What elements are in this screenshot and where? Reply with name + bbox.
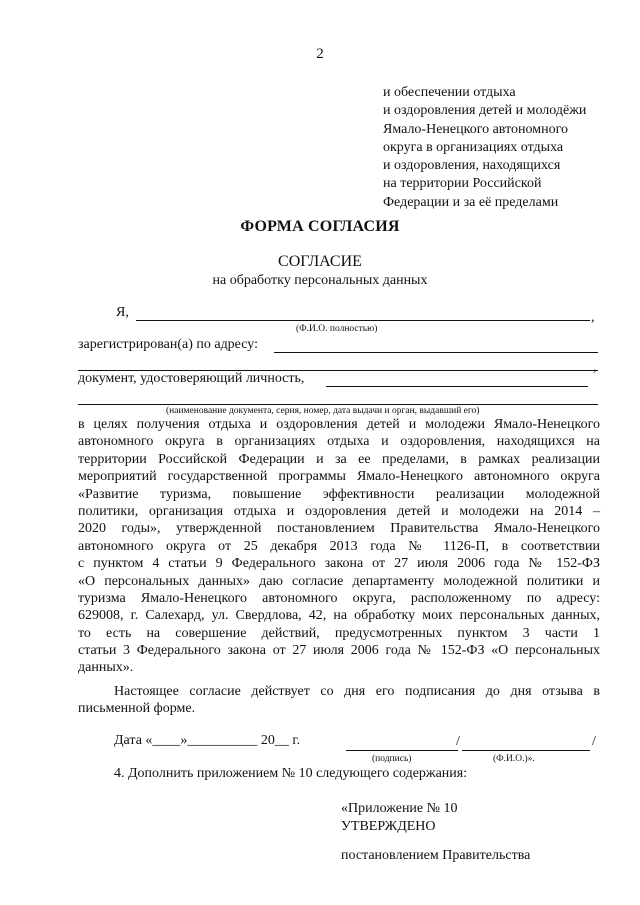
consent-subtitle: на обработку персональных данных xyxy=(212,273,428,288)
body-line: статьи 3 Федерального закона от 27 июля 2006 года № 152-ФЗ «О персональных xyxy=(78,643,600,659)
heading-line: и оздоровления, находящихся xyxy=(383,158,561,174)
body-line: с пунктом 4 статьи 9 Федерального закона от 27 июля 2006 года № 152-ФЗ xyxy=(78,556,600,572)
document-line-1[interactable] xyxy=(326,386,588,387)
document-label: документ, удостоверяющий личность, xyxy=(78,371,305,386)
body-line: туризма Ямало-Ненецкого автономного округа, расположенному по адресу: xyxy=(78,590,600,606)
body-line: мероприятий государственной программы Ямало-Ненецкого автономного округа xyxy=(78,469,600,485)
amendment-text: 4. Дополнить приложением № 10 следующего содержания: xyxy=(114,766,468,781)
comma: , xyxy=(593,360,597,375)
validity-paragraph xyxy=(78,683,600,718)
appendix-by: постановлением Правительства xyxy=(341,848,531,863)
address-line-1[interactable] xyxy=(274,352,598,353)
validity-line: письменной форме. xyxy=(78,701,196,717)
page-number: 2 xyxy=(316,46,324,62)
heading-block xyxy=(383,84,586,212)
body-line: автономного округа в организациях отдыха и оздоровления, находящихся на xyxy=(78,434,600,450)
validity-line: Настоящее согласие действует со дня его подписания до дня отзыва в xyxy=(114,684,600,699)
slash: / xyxy=(592,734,596,749)
body-line: территории Российской Федерации и за ее пределами, в рамках реализации xyxy=(78,451,600,467)
signature-line[interactable] xyxy=(346,750,458,751)
body-line: в целях получения отдыха и оздоровления детей и молодежи Ямало-Ненецкого xyxy=(78,417,600,432)
heading-line: Ямало-Ненецкого автономного xyxy=(383,121,568,137)
body-line: данных». xyxy=(78,660,134,676)
consent-title: СОГЛАСИЕ xyxy=(278,253,362,270)
fio-line[interactable] xyxy=(136,320,590,321)
form-title: ФОРМА СОГЛАСИЯ xyxy=(240,218,400,235)
slash: / xyxy=(456,734,460,749)
heading-line: Федерации и за её пределами xyxy=(383,194,559,210)
heading-line: на территории Российской xyxy=(383,176,542,192)
appendix-approved: УТВЕРЖДЕНО xyxy=(341,819,436,834)
appendix-title: «Приложение № 10 xyxy=(341,801,458,816)
ya-label: Я, xyxy=(116,305,129,320)
fio-hint: (Ф.И.О.)». xyxy=(493,754,535,764)
heading-line: округа в организациях отдыха xyxy=(383,139,564,155)
document-hint: (наименование документа, серия, номер, дата выдачи и орган, выдавший его) xyxy=(166,406,480,416)
signature-hint: (подпись) xyxy=(372,754,412,764)
body-line: политики, организация отдыха и оздоровления детей и молодежи на 2014 – xyxy=(78,503,600,519)
heading-line: и обеспечении отдыха xyxy=(383,85,516,100)
registered-label: зарегистрирован(а) по адресу: xyxy=(78,337,258,352)
body-line: 2020 годы», утвержденной постановлением Правительства Ямало-Ненецкого xyxy=(78,521,600,537)
body-line: 629008, г. Салехард, ул. Свердлова, 42, на обработку моих персональных данных, xyxy=(78,608,600,624)
consent-body xyxy=(78,416,600,677)
body-line: «Развитие туризма, повышение эффективности реализации молодежной xyxy=(78,486,600,502)
heading-line: и оздоровления детей и молодёжи xyxy=(383,103,587,119)
comma: , xyxy=(591,310,595,325)
document-line-2[interactable] xyxy=(78,404,598,405)
fio-hint: (Ф.И.О. полностью) xyxy=(296,324,378,334)
date-label: Дата «____»__________ 20__ г. xyxy=(114,733,301,748)
fio-signature-line[interactable] xyxy=(462,750,590,751)
body-line: «О персональных данных» даю согласие департаменту молодежной политики и xyxy=(78,573,600,589)
body-line: то есть на совершение действий, предусмотренных пунктом 3 части 1 xyxy=(78,625,600,641)
body-line: автономного округа от 25 декабря 2013 года № 1126-П, в соответствии xyxy=(78,538,600,554)
